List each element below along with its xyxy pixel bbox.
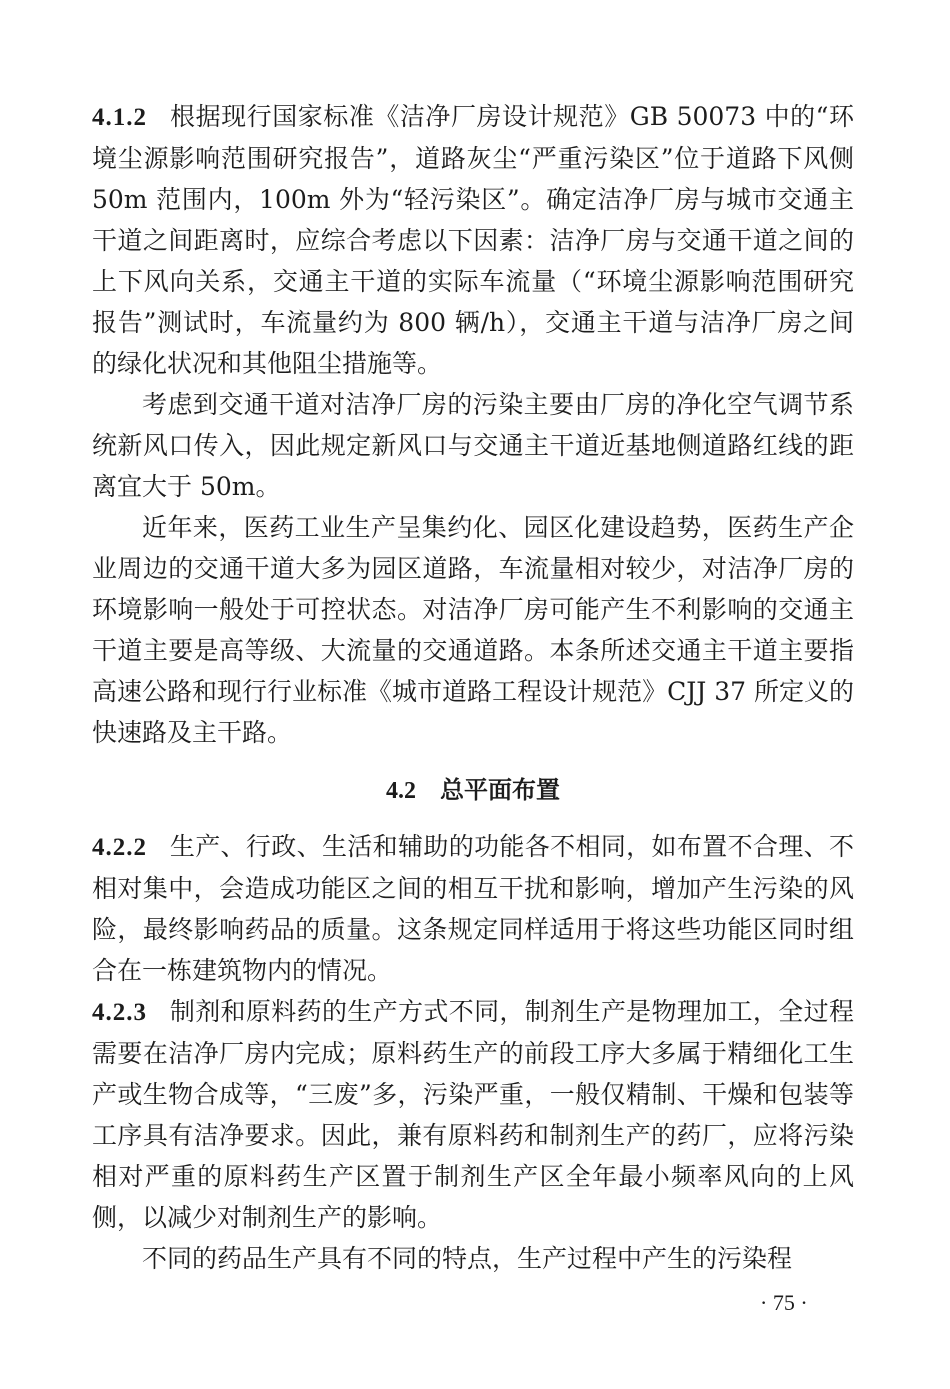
clause-text: 制剂和原料药的生产方式不同，制剂生产是物理加工，全过程需要在洁净厂房内完成；原料药生产的前段工序大多属于精细化工生产或生物合成等，“三废”多，污染严重，一般仅精制、干燥和包装等工序具有洁净要求。因此，兼有原料药和制剂生产的药厂，应将污染相对严重的原料药生产区置于制剂生产区全年最小频率风向的上风侧，以减少对制剂生产的影响。 — [92, 997, 854, 1232]
clause-4-1-2-paragraph-3: 近年来，医药工业生产呈集约化、园区化建设趋势，医药生产企业周边的交通干道大多为园区道路，车流量相对较少，对洁净厂房的环境影响一般处于可控状态。对洁净厂房可能产生不利影响的交通主干道主要是高等级、大流量的交通道路。本条所述交通主干道主要指高速公路和现行行业标准《城市道路工程设计规范》CJJ 37 所定义的快速路及主干路。 — [92, 513, 854, 747]
clause-number: 4.2.2 — [92, 834, 147, 861]
section-heading — [92, 767, 854, 814]
clause-number: 4.1.2 — [92, 104, 147, 131]
section-title: 总平面布置 — [440, 776, 560, 804]
document-body — [92, 96, 854, 1279]
clause-number: 4.2.3 — [92, 999, 147, 1026]
page-number: · 75 · — [760, 1290, 808, 1315]
clause-4-2-3-paragraph-2: 不同的药品生产具有不同的特点，生产过程中产生的污染程 — [142, 1244, 793, 1273]
clause-text: 生产、行政、生活和辅助的功能各不相同，如布置不合理、不相对集中，会造成功能区之间的相互干扰和影响，增加产生污染的风险，最终影响药品的质量。这条规定同样适用于将这些功能区同时组合在一栋建筑物内的情况。 — [92, 832, 854, 985]
clause-4-1-2-paragraph — [92, 96, 854, 384]
clause-4-1-2-paragraph-2: 考虑到交通干道对洁净厂房的污染主要由厂房的净化空气调节系统新风口传入，因此规定新风口与交通主干道近基地侧道路红线的距离宜大于 50m。 — [92, 390, 854, 501]
clause-text: 根据现行国家标准《洁净厂房设计规范》GB 50073 中的“环境尘源影响范围研究报告”，道路灰尘“严重污染区”位于道路下风侧 50m 范围内，100m 外为“轻污染区”。确定洁净厂房与城市交通主干道之间距离时，应综合考虑以下因素：洁净厂房与交通干道之间的上下风向关系，交通主干道的实际车流量（“环境尘源影响范围研究报告”测试时，车流量约为 800 辆/h），交通主干道与洁净厂房之间的绿化状况和其他阻尘措施等。 — [92, 102, 854, 378]
clause-4-2-3-paragraph — [92, 991, 854, 1238]
section-number: 4.2 — [386, 778, 416, 804]
clause-4-2-2-paragraph — [92, 826, 854, 991]
